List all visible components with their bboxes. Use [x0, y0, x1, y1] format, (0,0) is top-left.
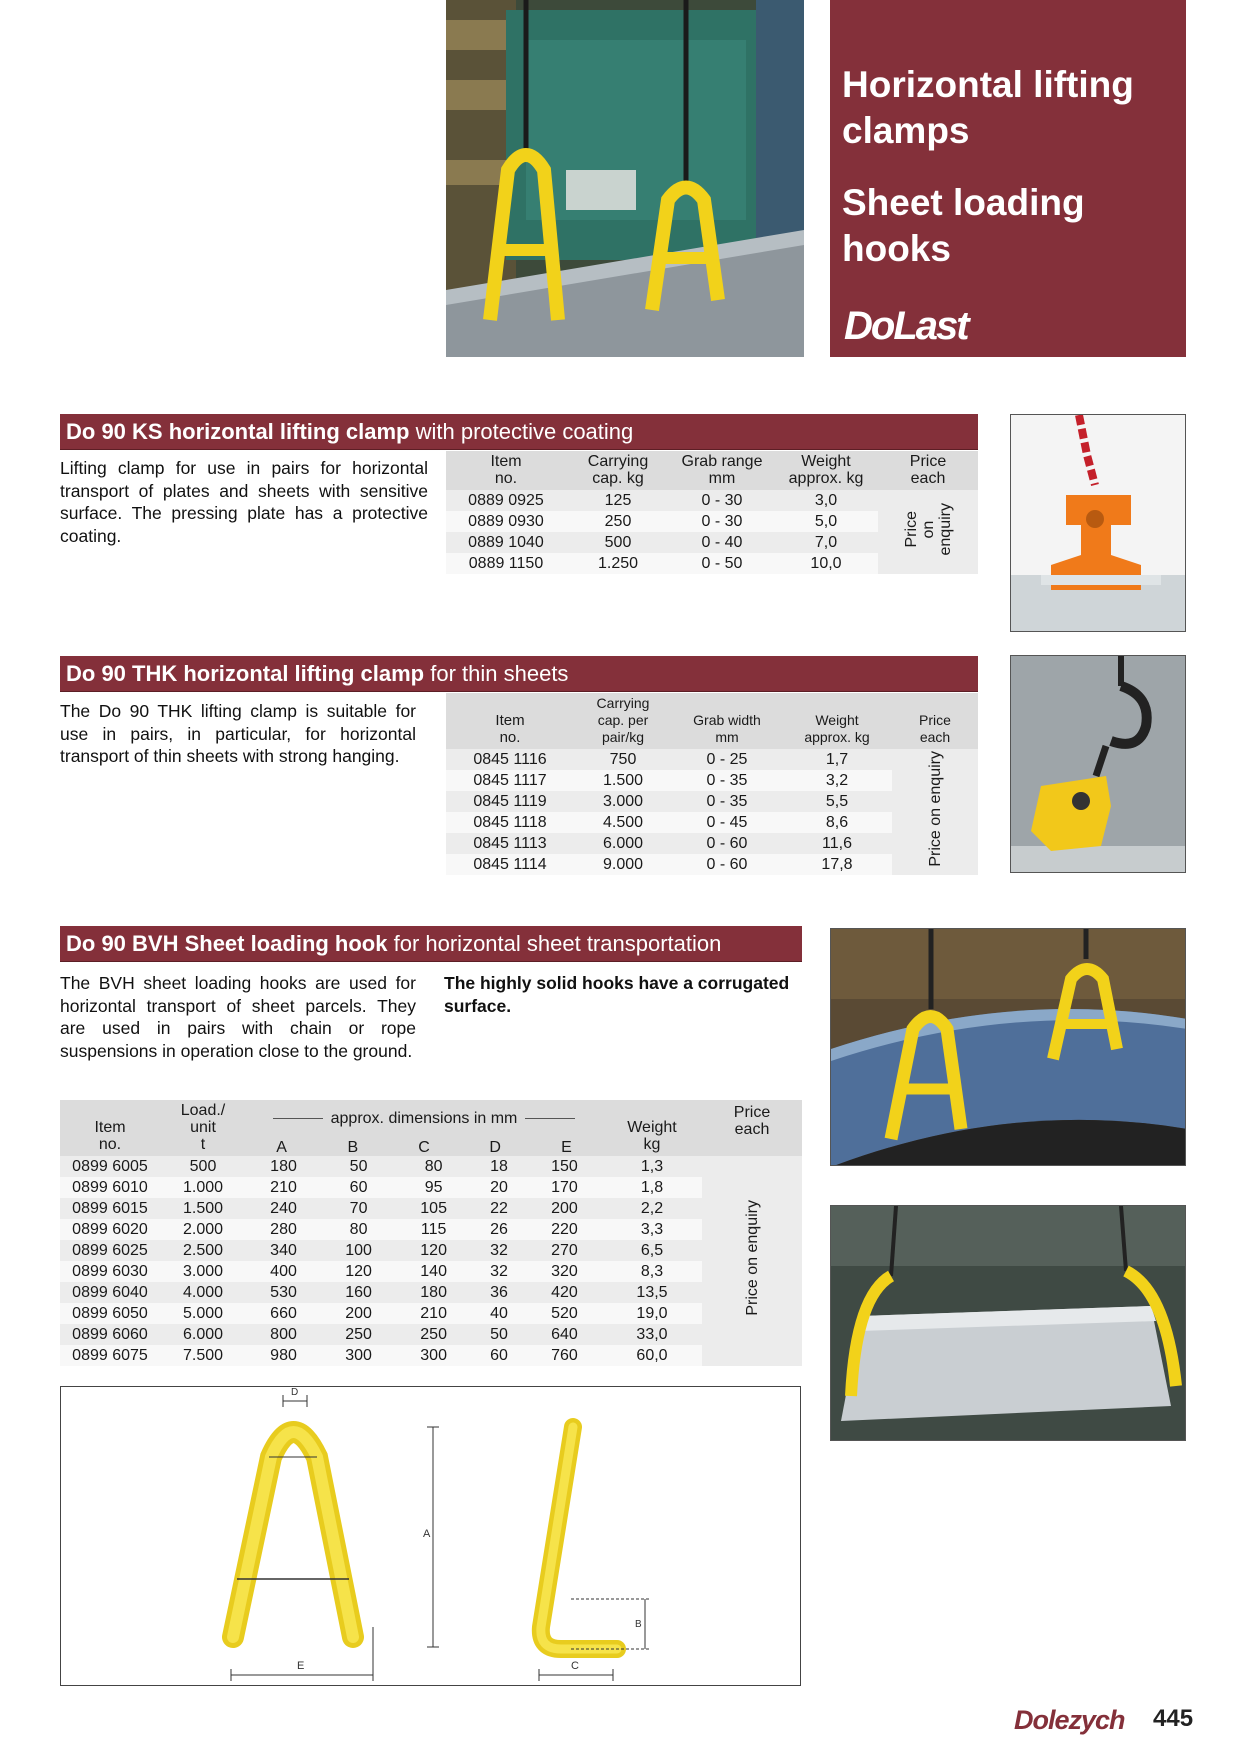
bvh-header-a: A: [276, 1139, 287, 1156]
ks-table-row: [446, 490, 978, 511]
ks-cell: 10,0: [774, 553, 878, 574]
bvh-cell: 240: [246, 1198, 321, 1219]
bvh-cell: 18: [471, 1156, 527, 1177]
section-thk-subtitle: for thin sheets: [424, 661, 569, 686]
bvh-header-d: D: [489, 1139, 501, 1156]
bvh-cell: 420: [527, 1282, 602, 1303]
bvh-cell: 250: [321, 1324, 396, 1345]
thk-table-row: [446, 749, 978, 770]
bvh-cell: 760: [527, 1345, 602, 1366]
ks-cell: 3,0: [774, 490, 878, 511]
bvh-hooks-photo-bottom: [830, 1205, 1186, 1441]
bvh-cell: 300: [321, 1345, 396, 1366]
bvh-cell: 250: [396, 1324, 471, 1345]
bvh-header-item: Item no.: [60, 1100, 160, 1156]
bvh-header-price: Price each: [702, 1100, 802, 1156]
bvh-cell: 105: [396, 1198, 471, 1219]
diagram-label-d: D: [291, 1387, 299, 1398]
ks-header-capacity: Carrying cap. kg: [566, 451, 670, 490]
bvh-cell: 4.000: [160, 1282, 246, 1303]
thk-header-weight: Weight approx. kg: [782, 693, 892, 749]
section-thk-description: The Do 90 THK lifting clamp is suitable for use in pairs, in particular, for horizontal transport of thin sheets with strong hanging.: [60, 701, 416, 766]
bvh-hooks-image-top: [831, 929, 1186, 1166]
thk-cell: 6.000: [574, 833, 672, 854]
ks-cell: 250: [566, 511, 670, 532]
bvh-dim-caption: approx. dimensions in mm: [330, 1110, 518, 1127]
section-ks-title: Do 90 KS horizontal lifting clamp: [66, 419, 410, 444]
bvh-cell: 340: [246, 1240, 321, 1261]
bvh-table-row: [60, 1261, 802, 1282]
thk-cell: 0845 1117: [446, 770, 574, 791]
dolezych-logo: Dolezych: [1014, 1705, 1125, 1735]
bvh-table-row: [60, 1198, 802, 1219]
thk-cell: 0 - 35: [672, 791, 782, 812]
thk-cell: 9.000: [574, 854, 672, 875]
bvh-cell: 22: [471, 1198, 527, 1219]
bvh-cell: 6.000: [160, 1324, 246, 1345]
bvh-cell: 1,8: [602, 1177, 702, 1198]
thk-header-item: Item no.: [446, 693, 574, 749]
bvh-header-load: Load./ unit t: [160, 1100, 246, 1156]
thk-cell: 0845 1113: [446, 833, 574, 854]
bvh-cell: 80: [396, 1156, 471, 1177]
bvh-cell: 0899 6005: [60, 1156, 160, 1177]
bvh-cell: 115: [396, 1219, 471, 1240]
bvh-cell: 1.500: [160, 1198, 246, 1219]
bvh-cell: 60: [321, 1177, 396, 1198]
bvh-cell: 0899 6050: [60, 1303, 160, 1324]
thk-clamp-image: [1011, 656, 1186, 873]
thk-clamp-photo: [1010, 655, 1186, 873]
section-ks-title-bar: [60, 414, 978, 450]
bvh-cell: 36: [471, 1282, 527, 1303]
bvh-header-c: C: [418, 1139, 430, 1156]
bvh-cell: 210: [246, 1177, 321, 1198]
bvh-cell: 980: [246, 1345, 321, 1366]
bvh-cell: 3,3: [602, 1219, 702, 1240]
bvh-diagram-drawing: [61, 1387, 800, 1685]
bvh-cell: 0899 6075: [60, 1345, 160, 1366]
bvh-cell: 150: [527, 1156, 602, 1177]
bvh-table-body: [60, 1156, 802, 1366]
thk-price-on-enquiry: [892, 749, 978, 875]
ks-cell: 500: [566, 532, 670, 553]
bvh-cell: 13,5: [602, 1282, 702, 1303]
bvh-table-row: [60, 1282, 802, 1303]
bvh-cell: 32: [471, 1240, 527, 1261]
bvh-price-on-enquiry: [702, 1156, 802, 1366]
ks-cell: 0889 1150: [446, 553, 566, 574]
hero-photo: [446, 0, 804, 357]
ks-cell: 0889 1040: [446, 532, 566, 553]
dolast-logo: DoLast: [844, 304, 968, 348]
ks-header-item: Item no.: [446, 451, 566, 490]
bvh-cell: 60: [471, 1345, 527, 1366]
ks-cell: 0889 0925: [446, 490, 566, 511]
bvh-cell: 500: [160, 1156, 246, 1177]
bvh-cell: 220: [527, 1219, 602, 1240]
section-thk-title: Do 90 THK horizontal lifting clamp: [66, 661, 425, 686]
bvh-cell: 32: [471, 1261, 527, 1282]
thk-cell: 750: [574, 749, 672, 770]
section-bvh-description: The BVH sheet loading hooks are used for horizontal transport of sheet parcels. They are used in pairs with chain or rope suspensions in operation close to the ground.: [60, 973, 416, 1061]
bvh-cell: 0899 6030: [60, 1261, 160, 1282]
bvh-cell: 40: [471, 1303, 527, 1324]
bvh-cell: 200: [321, 1303, 396, 1324]
bvh-cell: 160: [321, 1282, 396, 1303]
diagram-label-b: B: [635, 1619, 642, 1630]
bvh-cell: 660: [246, 1303, 321, 1324]
diagram-label-e: E: [297, 1660, 305, 1672]
bvh-hooks-photo-top: [830, 928, 1186, 1166]
thk-cell: 0 - 60: [672, 854, 782, 875]
hero-photo-image: [446, 0, 804, 357]
bvh-cell: 5.000: [160, 1303, 246, 1324]
ks-cell: 0 - 30: [670, 490, 774, 511]
bvh-cell: 180: [396, 1282, 471, 1303]
bvh-cell: 0899 6060: [60, 1324, 160, 1345]
section-thk-title-bar: [60, 656, 978, 692]
bvh-cell: 1,3: [602, 1156, 702, 1177]
ks-header-weight: Weight approx. kg: [774, 451, 878, 490]
bvh-cell: 0899 6015: [60, 1198, 160, 1219]
thk-cell: 0 - 35: [672, 770, 782, 791]
ks-cell: 1.250: [566, 553, 670, 574]
bvh-table-row: [60, 1345, 802, 1366]
bvh-cell: 0899 6020: [60, 1219, 160, 1240]
ks-clamp-photo: [1010, 414, 1186, 632]
bvh-header-weight: Weight kg: [602, 1100, 702, 1156]
section-bvh-table: [60, 1100, 802, 1366]
section-bvh-title: Do 90 BVH Sheet loading hook: [66, 931, 388, 956]
section-bvh-title-bar: [60, 926, 802, 962]
bvh-cell: 7.500: [160, 1345, 246, 1366]
bvh-cell: 140: [396, 1261, 471, 1282]
thk-cell: 3,2: [782, 770, 892, 791]
bvh-cell: 300: [396, 1345, 471, 1366]
thk-cell: 0845 1116: [446, 749, 574, 770]
bvh-cell: 280: [246, 1219, 321, 1240]
bvh-cell: 0899 6010: [60, 1177, 160, 1198]
bvh-hooks-image-bottom: [831, 1206, 1186, 1441]
bvh-cell: 3.000: [160, 1261, 246, 1282]
thk-cell: 3.000: [574, 791, 672, 812]
diagram-label-c: C: [571, 1660, 579, 1672]
bvh-cell: 0899 6040: [60, 1282, 160, 1303]
section-thk-table: [446, 693, 978, 875]
bvh-header-dimensions: [246, 1100, 602, 1156]
bvh-cell: 120: [321, 1261, 396, 1282]
bvh-cell: 50: [471, 1324, 527, 1345]
bvh-price-note: Price on enquiry: [743, 1200, 761, 1316]
bvh-cell: 210: [396, 1303, 471, 1324]
section-bvh-subtitle: for horizontal sheet transportation: [387, 931, 722, 956]
bvh-header-b: B: [347, 1139, 359, 1156]
bvh-table-row: [60, 1177, 802, 1198]
ks-cell: 0889 0930: [446, 511, 566, 532]
bvh-header-e: E: [561, 1139, 572, 1156]
bvh-cell: 80: [321, 1219, 396, 1240]
bvh-cell: 120: [396, 1240, 471, 1261]
bvh-cell: 2,2: [602, 1198, 702, 1219]
bvh-cell: 320: [527, 1261, 602, 1282]
ks-cell: 0 - 50: [670, 553, 774, 574]
ks-cell: 5,0: [774, 511, 878, 532]
thk-cell: 0845 1114: [446, 854, 574, 875]
ks-cell: 0 - 40: [670, 532, 774, 553]
diagram-label-a: A: [423, 1528, 431, 1540]
thk-cell: 17,8: [782, 854, 892, 875]
section-ks-description: Lifting clamp for use in pairs for horizontal transport of plates and sheets with sensitive surface. The pressing plate has a protective coating.: [60, 458, 428, 546]
thk-header-price: Price each: [892, 693, 978, 749]
bvh-cell: 33,0: [602, 1324, 702, 1345]
thk-cell: 4.500: [574, 812, 672, 833]
bvh-table-row: [60, 1219, 802, 1240]
bvh-cell: 20: [471, 1177, 527, 1198]
thk-cell: 0 - 60: [672, 833, 782, 854]
ks-table-body: [446, 490, 978, 574]
bvh-cell: 19,0: [602, 1303, 702, 1324]
bvh-cell: 180: [246, 1156, 321, 1177]
bvh-table-row: [60, 1156, 802, 1177]
section-ks-table: [446, 451, 978, 574]
thk-cell: 0 - 25: [672, 749, 782, 770]
ks-price-note: Price on enquiry: [902, 502, 954, 556]
bvh-cell: 2.000: [160, 1219, 246, 1240]
bvh-cell: 200: [527, 1198, 602, 1219]
ks-cell: 7,0: [774, 532, 878, 553]
bvh-cell: 0899 6025: [60, 1240, 160, 1261]
bvh-cell: 6,5: [602, 1240, 702, 1261]
bvh-cell: 400: [246, 1261, 321, 1282]
bvh-table-row: [60, 1324, 802, 1345]
title-sheet-loading-hooks: Sheet loading hooks: [842, 182, 1085, 269]
thk-cell: 1,7: [782, 749, 892, 770]
thk-header-grab-width: Grab width mm: [672, 693, 782, 749]
ks-price-on-enquiry: [878, 490, 978, 574]
thk-cell: 8,6: [782, 812, 892, 833]
bvh-cell: 640: [527, 1324, 602, 1345]
bvh-cell: 70: [321, 1198, 396, 1219]
ks-header-price: Price each: [878, 451, 978, 490]
ks-clamp-image: [1011, 415, 1186, 632]
thk-cell: 5,5: [782, 791, 892, 812]
ks-cell: 0 - 30: [670, 511, 774, 532]
page-number: 445: [1153, 1705, 1194, 1732]
bvh-cell: 170: [527, 1177, 602, 1198]
thk-cell: 0 - 45: [672, 812, 782, 833]
thk-header-capacity: Carrying cap. per pair/kg: [574, 693, 672, 749]
bvh-cell: 1.000: [160, 1177, 246, 1198]
bvh-cell: 270: [527, 1240, 602, 1261]
bvh-cell: 50: [321, 1156, 396, 1177]
section-ks-subtitle: with protective coating: [409, 419, 634, 444]
bvh-dimension-diagram: [60, 1386, 801, 1686]
thk-cell: 0845 1118: [446, 812, 574, 833]
bvh-cell: 100: [321, 1240, 396, 1261]
bvh-cell: 26: [471, 1219, 527, 1240]
bvh-table-row: [60, 1240, 802, 1261]
bvh-cell: 8,3: [602, 1261, 702, 1282]
bvh-cell: 530: [246, 1282, 321, 1303]
ks-cell: 125: [566, 490, 670, 511]
bvh-cell: 520: [527, 1303, 602, 1324]
ks-header-grab-range: Grab range mm: [670, 451, 774, 490]
thk-cell: 1.500: [574, 770, 672, 791]
thk-price-note: Price on enquiry: [926, 751, 944, 867]
bvh-table-row: [60, 1303, 802, 1324]
bvh-cell: 800: [246, 1324, 321, 1345]
thk-cell: 0845 1119: [446, 791, 574, 812]
bvh-cell: 60,0: [602, 1345, 702, 1366]
thk-cell: 11,6: [782, 833, 892, 854]
bvh-cell: 2.500: [160, 1240, 246, 1261]
section-bvh-note: The highly solid hooks have a corrugated surface.: [444, 973, 790, 1016]
hero-title-panel: [830, 0, 1186, 357]
bvh-cell: 95: [396, 1177, 471, 1198]
title-horizontal-lifting-clamps: Horizontal lifting clamps: [842, 64, 1134, 151]
thk-table-body: [446, 749, 978, 875]
